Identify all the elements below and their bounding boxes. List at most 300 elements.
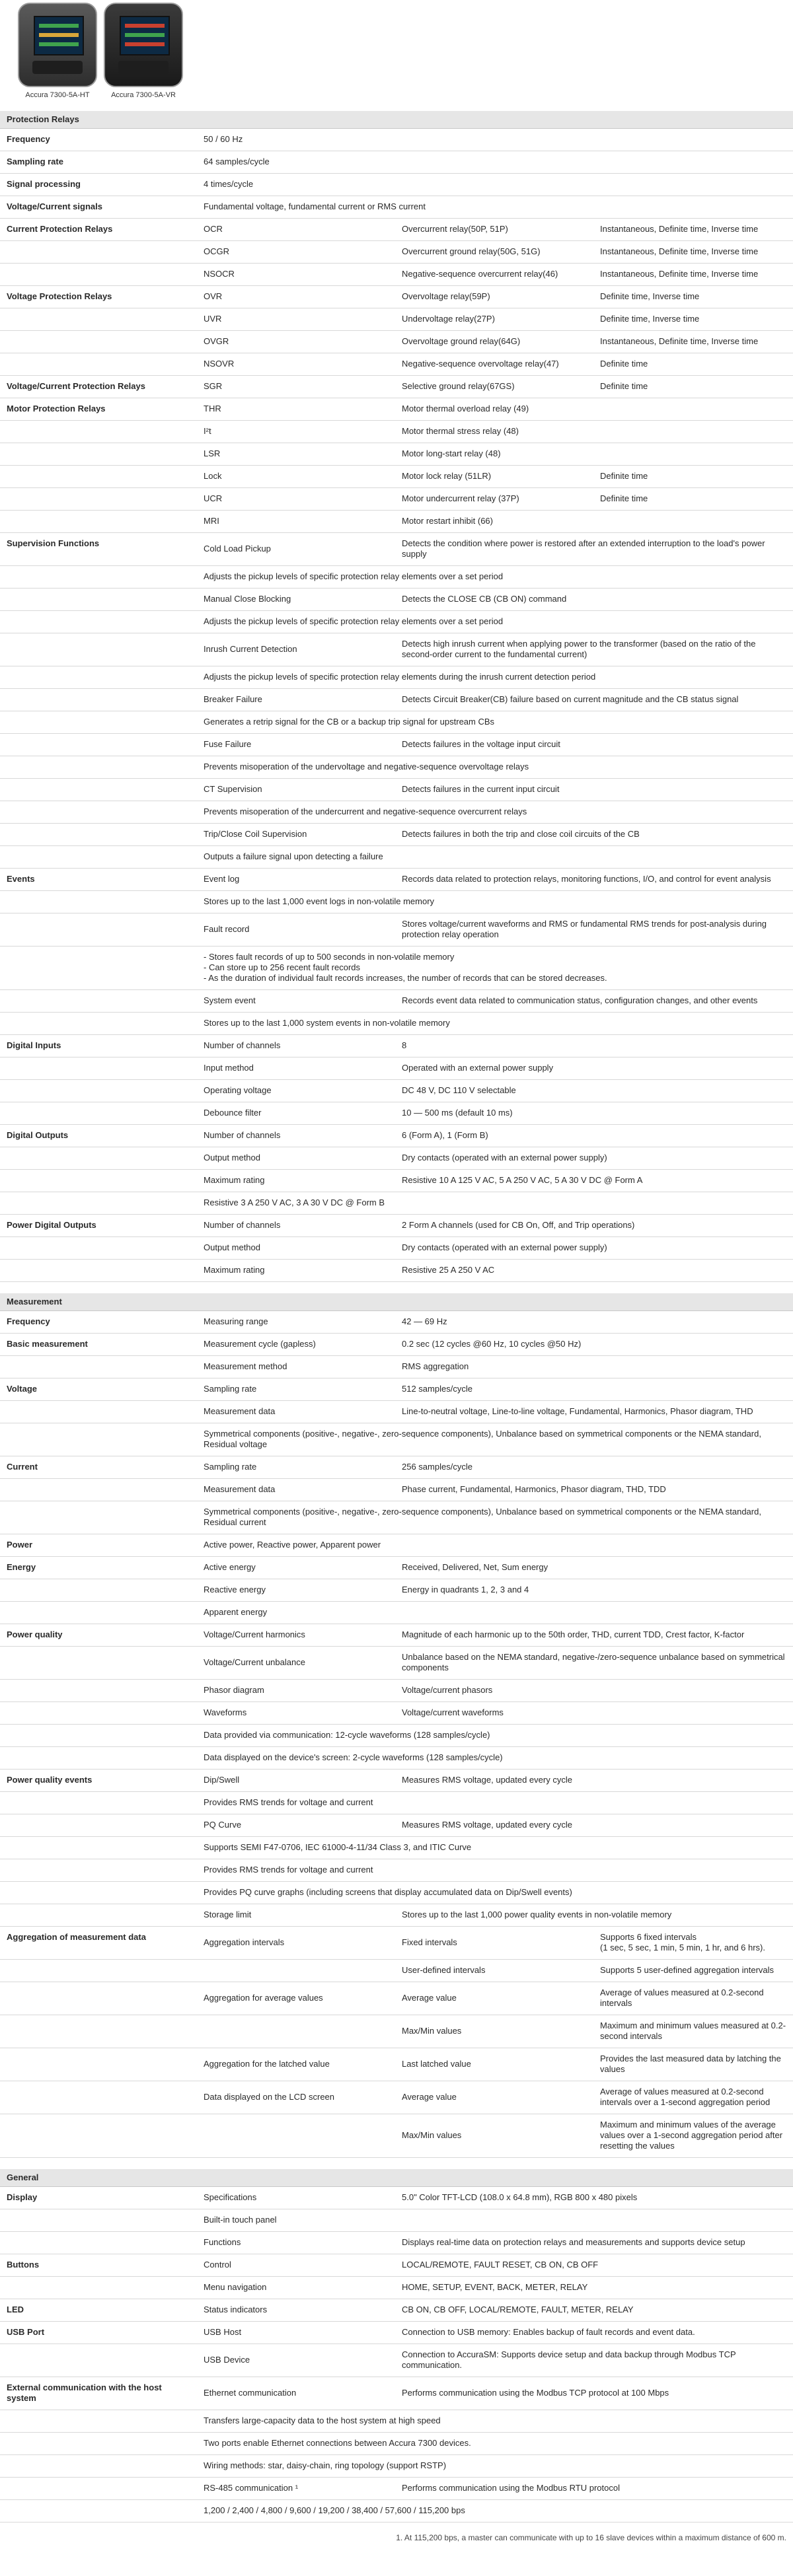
spec-category: Voltage: [0, 1378, 198, 1400]
spec-cell: Event log: [198, 868, 397, 890]
section-spacer: [0, 2157, 793, 2169]
spec-cell: Definite time: [595, 375, 793, 398]
spec-category: [0, 823, 198, 845]
spec-cell: UCR: [198, 487, 397, 510]
spec-category: [0, 778, 198, 801]
spec-cell: Maximum and minimum values measured at 0.2-second intervals: [595, 2015, 793, 2048]
spec-category: [0, 487, 198, 510]
spec-category: LED: [0, 2299, 198, 2321]
spec-row: [0, 2048, 793, 2081]
spec-cell: Fixed intervals: [397, 1926, 595, 1959]
spec-category: [0, 801, 198, 823]
spec-category: Frequency: [0, 128, 198, 151]
spec-category: [0, 308, 198, 330]
spec-row: [0, 2254, 793, 2276]
spec-cell: Resistive 3 A 250 V AC, 3 A 30 V DC @ Form B: [198, 1192, 793, 1214]
spec-cell: CT Supervision: [198, 778, 397, 801]
spec-category: [0, 1057, 198, 1079]
spec-cell: Detects Circuit Breaker(CB) failure based on current magnitude and the CB status signal: [397, 688, 793, 711]
spec-cell: Supports 5 user-defined aggregation intervals: [595, 1959, 793, 1982]
spec-row: [0, 420, 793, 443]
spec-row: [0, 1400, 793, 1423]
spec-cell: Voltage/current waveforms: [397, 1701, 793, 1724]
spec-cell: Active power, Reactive power, Apparent power: [198, 1534, 793, 1556]
spec-cell: Stores up to the last 1,000 event logs in non-volatile memory: [198, 890, 793, 913]
spec-category: [0, 733, 198, 756]
spec-cell: Motor restart inhibit (66): [397, 510, 595, 532]
spec-row: [0, 2186, 793, 2209]
spec-cell: MRI: [198, 510, 397, 532]
spec-cell: Specifications: [198, 2186, 397, 2209]
spec-category: Power Digital Outputs: [0, 1214, 198, 1236]
spec-cell: Adjusts the pickup levels of specific protection relay elements during the inrush current detection period: [198, 666, 793, 688]
spec-row: [0, 1310, 793, 1333]
spec-cell: Stores up to the last 1,000 system events in non-volatile memory: [198, 1012, 793, 1034]
spec-category: Current: [0, 1456, 198, 1478]
spec-cell: [595, 420, 793, 443]
spec-row: [0, 1646, 793, 1679]
spec-cell: 0.2 sec (12 cycles @60 Hz, 10 cycles @50 Hz): [397, 1333, 793, 1355]
spec-category: [0, 756, 198, 778]
spec-cell: Provides RMS trends for voltage and current: [198, 1791, 793, 1814]
spec-category: [0, 2231, 198, 2254]
spec-cell: NSOVR: [198, 353, 397, 375]
spec-category: Power: [0, 1534, 198, 1556]
spec-category: [0, 1724, 198, 1746]
spec-row: [0, 2454, 793, 2477]
spec-cell: Motor thermal overload relay (49): [397, 398, 595, 420]
spec-row: [0, 2209, 793, 2231]
spec-row: [0, 1169, 793, 1192]
spec-cell: Adjusts the pickup levels of specific protection relay elements over a set period: [198, 610, 793, 633]
spec-cell: [595, 443, 793, 465]
spec-cell: RMS aggregation: [397, 1355, 793, 1378]
spec-cell: 512 samples/cycle: [397, 1378, 793, 1400]
spec-cell: USB Device: [198, 2343, 397, 2377]
spec-cell: SGR: [198, 375, 397, 398]
spec-cell: Data provided via communication: 12-cycle waveforms (128 samples/cycle): [198, 1724, 793, 1746]
spec-cell: Number of channels: [198, 1124, 397, 1147]
spec-cell: Maximum and minimum values of the average values over a 1-second aggregation period after resetting the values: [595, 2114, 793, 2157]
product-caption: Accura 7300-5A-VR: [111, 91, 176, 99]
spec-category: Display: [0, 2186, 198, 2209]
spec-cell: Detects failures in both the trip and close coil circuits of the CB: [397, 823, 793, 845]
spec-cell: Debounce filter: [198, 1102, 397, 1124]
spec-category: Events: [0, 868, 198, 890]
spec-cell: Stores up to the last 1,000 power quality events in non-volatile memory: [397, 1904, 793, 1926]
spec-row: [0, 1147, 793, 1169]
spec-row: [0, 733, 793, 756]
spec-category: Signal processing: [0, 173, 198, 196]
spec-cell: Displays real-time data on protection relays and measurements and supports device setup: [397, 2231, 793, 2254]
spec-category: [0, 1259, 198, 1281]
spec-category: [0, 688, 198, 711]
spec-cell: Measurement method: [198, 1355, 397, 1378]
spec-table: [0, 111, 793, 2522]
spec-row: [0, 1124, 793, 1147]
spec-cell: Prevents misoperation of the undercurrent and negative-sequence overcurrent relays: [198, 801, 793, 823]
spec-row: [0, 128, 793, 151]
spec-category: [0, 2410, 198, 2432]
spec-row: [0, 443, 793, 465]
spec-row: [0, 1423, 793, 1456]
spec-row: [0, 1836, 793, 1859]
spec-category: [0, 946, 198, 989]
spec-cell: Cold Load Pickup: [198, 532, 397, 565]
spec-cell: Menu navigation: [198, 2276, 397, 2299]
spec-cell: Active energy: [198, 1556, 397, 1579]
spec-cell: 50 / 60 Hz: [198, 128, 793, 151]
spec-cell: 4 times/cycle: [198, 173, 793, 196]
spec-category: [0, 1679, 198, 1701]
spec-row: [0, 2432, 793, 2454]
spec-category: [0, 666, 198, 688]
spec-cell: Operating voltage: [198, 1079, 397, 1102]
spec-row: [0, 2321, 793, 2343]
spec-cell: Symmetrical components (positive-, negative-, zero-sequence components), Unbalance based on symmetrical components or the NEMA standard, Residual current: [198, 1501, 793, 1534]
spec-cell: Measures RMS voltage, updated every cycle: [397, 1769, 793, 1791]
spec-cell: Overcurrent ground relay(50G, 51G): [397, 240, 595, 263]
spec-category: Energy: [0, 1556, 198, 1579]
spec-row: [0, 1724, 793, 1746]
spec-cell: LSR: [198, 443, 397, 465]
spec-row: [0, 532, 793, 565]
spec-category: [0, 1400, 198, 1423]
spec-category: Current Protection Relays: [0, 218, 198, 240]
spec-category: [0, 2499, 198, 2522]
spec-cell: [198, 1959, 397, 1982]
spec-cell: Line-to-neutral voltage, Line-to-line voltage, Fundamental, Harmonics, Phasor diagram, THD: [397, 1400, 793, 1423]
spec-row: [0, 1456, 793, 1478]
spec-cell: OCR: [198, 218, 397, 240]
spec-cell: Records event data related to communication status, configuration changes, and other events: [397, 989, 793, 1012]
spec-cell: Last latched value: [397, 2048, 595, 2081]
spec-cell: Measurement cycle (gapless): [198, 1333, 397, 1355]
spec-row: [0, 2477, 793, 2499]
spec-category: USB Port: [0, 2321, 198, 2343]
spec-cell: Input method: [198, 1057, 397, 1079]
spec-cell: Instantaneous, Definite time, Inverse time: [595, 240, 793, 263]
spec-row: [0, 510, 793, 532]
spec-cell: Aggregation intervals: [198, 1926, 397, 1959]
spec-category: [0, 2432, 198, 2454]
spec-category: [0, 1814, 198, 1836]
product-images: [0, 0, 793, 111]
spec-row: [0, 173, 793, 196]
spec-cell: [595, 510, 793, 532]
spec-category: [0, 1982, 198, 2015]
spec-category: [0, 510, 198, 532]
spec-row: [0, 1378, 793, 1400]
spec-row: [0, 1355, 793, 1378]
spec-row: [0, 845, 793, 868]
spec-cell: Measuring range: [198, 1310, 397, 1333]
spec-cell: Average value: [397, 1982, 595, 2015]
spec-row: [0, 196, 793, 218]
spec-cell: Apparent energy: [198, 1601, 397, 1624]
spec-category: [0, 1079, 198, 1102]
spec-cell: 64 samples/cycle: [198, 151, 793, 173]
spec-category: [0, 2454, 198, 2477]
spec-cell: Definite time: [595, 465, 793, 487]
spec-row: [0, 1236, 793, 1259]
spec-row: [0, 778, 793, 801]
spec-cell: 2 Form A channels (used for CB On, Off, and Trip operations): [397, 1214, 793, 1236]
spec-cell: Connection to USB memory: Enables backup of fault records and event data.: [397, 2321, 793, 2343]
spec-cell: Maximum rating: [198, 1169, 397, 1192]
spec-cell: NSOCR: [198, 263, 397, 285]
spec-cell: Detects failures in the current input circuit: [397, 778, 793, 801]
spec-row: [0, 1601, 793, 1624]
spec-row: [0, 353, 793, 375]
spec-row: [0, 565, 793, 588]
spec-row: [0, 2343, 793, 2377]
spec-row: [0, 2299, 793, 2321]
spec-cell: [198, 2015, 397, 2048]
spec-category: [0, 1791, 198, 1814]
spec-cell: Number of channels: [198, 1214, 397, 1236]
spec-category: [0, 1881, 198, 1904]
spec-cell: Data displayed on the LCD screen: [198, 2081, 397, 2114]
spec-cell: Max/Min values: [397, 2015, 595, 2048]
spec-row: [0, 2081, 793, 2114]
spec-cell: Waveforms: [198, 1701, 397, 1724]
spec-category: Frequency: [0, 1310, 198, 1333]
spec-row: [0, 218, 793, 240]
spec-cell: Status indicators: [198, 2299, 397, 2321]
spec-cell: Overvoltage ground relay(64G): [397, 330, 595, 353]
spec-category: [0, 2015, 198, 2048]
spec-cell: Sampling rate: [198, 1378, 397, 1400]
spec-cell: Storage limit: [198, 1904, 397, 1926]
spec-row: [0, 1859, 793, 1881]
spec-cell: Wiring methods: star, daisy-chain, ring topology (support RSTP): [198, 2454, 793, 2477]
spec-category: [0, 1147, 198, 1169]
spec-cell: 256 samples/cycle: [397, 1456, 793, 1478]
spec-cell: Motor undercurrent relay (37P): [397, 487, 595, 510]
spec-row: [0, 989, 793, 1012]
spec-cell: Number of channels: [198, 1034, 397, 1057]
spec-row: [0, 2377, 793, 2410]
spec-cell: Provides RMS trends for voltage and current: [198, 1859, 793, 1881]
spec-cell: Functions: [198, 2231, 397, 2254]
spec-row: [0, 946, 793, 989]
product-caption: Accura 7300-5A-HT: [25, 91, 90, 99]
spec-cell: Instantaneous, Definite time, Inverse time: [595, 330, 793, 353]
spec-row: [0, 1192, 793, 1214]
spec-cell: 10 — 500 ms (default 10 ms): [397, 1102, 793, 1124]
spec-category: [0, 443, 198, 465]
spec-cell: Definite time: [595, 353, 793, 375]
spec-cell: Fundamental voltage, fundamental current or RMS current: [198, 196, 793, 218]
spec-category: [0, 330, 198, 353]
spec-category: [0, 1836, 198, 1859]
spec-cell: Outputs a failure signal upon detecting a failure: [198, 845, 793, 868]
spec-cell: Lock: [198, 465, 397, 487]
spec-row: [0, 1034, 793, 1057]
spec-category: [0, 1423, 198, 1456]
spec-row: [0, 1959, 793, 1982]
spec-category: [0, 989, 198, 1012]
spec-cell: Voltage/Current harmonics: [198, 1624, 397, 1646]
spec-row: [0, 398, 793, 420]
spec-cell: Overvoltage relay(59P): [397, 285, 595, 308]
spec-row: [0, 1333, 793, 1355]
spec-cell: Detects the CLOSE CB (CB ON) command: [397, 588, 793, 610]
spec-cell: Max/Min values: [397, 2114, 595, 2157]
spec-category: [0, 1192, 198, 1214]
spec-row: [0, 868, 793, 890]
spec-category: Voltage/Current signals: [0, 196, 198, 218]
spec-cell: Motor thermal stress relay (48): [397, 420, 595, 443]
spec-category: [0, 465, 198, 487]
spec-cell: Detects failures in the voltage input circuit: [397, 733, 793, 756]
spec-row: [0, 465, 793, 487]
spec-cell: Definite time, Inverse time: [595, 308, 793, 330]
spec-cell: Performs communication using the Modbus TCP protocol at 100 Mbps: [397, 2377, 793, 2410]
spec-row: [0, 1904, 793, 1926]
spec-row: [0, 666, 793, 688]
spec-row: [0, 1791, 793, 1814]
spec-cell: Sampling rate: [198, 1456, 397, 1478]
spec-cell: Motor lock relay (51LR): [397, 465, 595, 487]
spec-cell: Inrush Current Detection: [198, 633, 397, 666]
spec-cell: PQ Curve: [198, 1814, 397, 1836]
spec-row: [0, 1079, 793, 1102]
spec-category: [0, 1478, 198, 1501]
spec-cell: Resistive 10 A 125 V AC, 5 A 250 V AC, 5 A 30 V DC @ Form A: [397, 1169, 793, 1192]
spec-category: [0, 263, 198, 285]
spec-cell: Dry contacts (operated with an external power supply): [397, 1147, 793, 1169]
spec-category: [0, 1746, 198, 1769]
spec-cell: Dip/Swell: [198, 1769, 397, 1791]
spec-cell: [595, 398, 793, 420]
spec-cell: THR: [198, 398, 397, 420]
spec-category: Aggregation of measurement data: [0, 1926, 198, 1959]
spec-cell: Negative-sequence overcurrent relay(46): [397, 263, 595, 285]
spec-cell: Records data related to protection relays, monitoring functions, I/O, and control for event analysis: [397, 868, 793, 890]
spec-category: [0, 2081, 198, 2114]
spec-cell: Detects the condition where power is restored after an extended interruption to the load's power supply: [397, 532, 793, 565]
spec-cell: Operated with an external power supply: [397, 1057, 793, 1079]
spec-row: [0, 285, 793, 308]
spec-row: [0, 1214, 793, 1236]
spec-category: Supervision Functions: [0, 532, 198, 565]
spec-cell: Provides PQ curve graphs (including screens that display accumulated data on Dip/Swell events): [198, 1881, 793, 1904]
spec-category: External communication with the host system: [0, 2377, 198, 2410]
spec-row: [0, 1982, 793, 2015]
spec-row: [0, 151, 793, 173]
spec-cell: Adjusts the pickup levels of specific protection relay elements over a set period: [198, 565, 793, 588]
spec-category: [0, 1355, 198, 1378]
spec-category: [0, 1601, 198, 1624]
spec-cell: 5.0" Color TFT-LCD (108.0 x 64.8 mm), RGB 800 x 480 pixels: [397, 2186, 793, 2209]
spec-cell: 6 (Form A), 1 (Form B): [397, 1124, 793, 1147]
spec-category: [0, 610, 198, 633]
spec-cell: Voltage/current phasors: [397, 1679, 793, 1701]
spec-category: [0, 1859, 198, 1881]
spec-category: [0, 633, 198, 666]
spec-cell: OCGR: [198, 240, 397, 263]
spec-cell: Trip/Close Coil Supervision: [198, 823, 397, 845]
spec-category: [0, 1701, 198, 1724]
spec-category: [0, 1959, 198, 1982]
spec-row: [0, 2114, 793, 2157]
spec-row: [0, 2499, 793, 2522]
spec-cell: Supports 6 fixed intervals (1 sec, 5 sec, 1 min, 5 min, 1 hr, and 6 hrs).: [595, 1926, 793, 1959]
spec-category: [0, 240, 198, 263]
spec-cell: 8: [397, 1034, 793, 1057]
spec-cell: Instantaneous, Definite time, Inverse time: [595, 218, 793, 240]
spec-cell: LOCAL/REMOTE, FAULT RESET, CB ON, CB OFF: [397, 2254, 793, 2276]
spec-row: [0, 823, 793, 845]
product-accura-7300-5a-ht: [15, 3, 100, 99]
spec-cell: Undervoltage relay(27P): [397, 308, 595, 330]
spec-category: [0, 2114, 198, 2157]
spec-row: [0, 2410, 793, 2432]
spec-category: Power quality events: [0, 1769, 198, 1791]
spec-cell: UVR: [198, 308, 397, 330]
spec-cell: Unbalance based on the NEMA standard, negative-/zero-sequence unbalance based on symmetrical components: [397, 1646, 793, 1679]
spec-row: [0, 308, 793, 330]
spec-category: Voltage/Current Protection Relays: [0, 375, 198, 398]
spec-row: [0, 1679, 793, 1701]
spec-row: [0, 1501, 793, 1534]
spec-row: [0, 1478, 793, 1501]
spec-cell: Energy in quadrants 1, 2, 3 and 4: [397, 1579, 793, 1601]
spec-row: [0, 240, 793, 263]
spec-row: [0, 1701, 793, 1724]
spec-row: [0, 1746, 793, 1769]
spec-row: [0, 1624, 793, 1646]
spec-category: Digital Inputs: [0, 1034, 198, 1057]
spec-category: [0, 2209, 198, 2231]
spec-cell: Definite time, Inverse time: [595, 285, 793, 308]
spec-category: [0, 588, 198, 610]
spec-row: [0, 1556, 793, 1579]
spec-cell: Motor long-start relay (48): [397, 443, 595, 465]
spec-cell: OVGR: [198, 330, 397, 353]
spec-cell: Average of values measured at 0.2-second intervals: [595, 1982, 793, 2015]
spec-cell: [397, 1601, 793, 1624]
spec-row: [0, 688, 793, 711]
spec-cell: Measurement data: [198, 1400, 397, 1423]
spec-row: [0, 1769, 793, 1791]
spec-row: [0, 1259, 793, 1281]
spec-category: [0, 1102, 198, 1124]
spec-cell: Connection to AccuraSM: Supports device setup and data backup through Modbus TCP communication.: [397, 2343, 793, 2377]
spec-cell: USB Host: [198, 2321, 397, 2343]
spec-row: [0, 330, 793, 353]
spec-cell: CB ON, CB OFF, LOCAL/REMOTE, FAULT, METER, RELAY: [397, 2299, 793, 2321]
spec-cell: Instantaneous, Definite time, Inverse time: [595, 263, 793, 285]
spec-cell: Manual Close Blocking: [198, 588, 397, 610]
spec-category: [0, 1579, 198, 1601]
spec-cell: Provides the last measured data by latching the values: [595, 2048, 793, 2081]
spec-cell: 42 — 69 Hz: [397, 1310, 793, 1333]
spec-cell: Detects high inrush current when applying power to the transformer (based on the ratio of the second-order current to the fundamental current): [397, 633, 793, 666]
spec-cell: Voltage/Current unbalance: [198, 1646, 397, 1679]
spec-category: Sampling rate: [0, 151, 198, 173]
spec-category: Buttons: [0, 2254, 198, 2276]
spec-row: [0, 375, 793, 398]
spec-category: Power quality: [0, 1624, 198, 1646]
device-image: [104, 3, 183, 87]
spec-cell: [198, 2114, 397, 2157]
spec-cell: Ethernet communication: [198, 2377, 397, 2410]
spec-row: [0, 263, 793, 285]
spec-cell: HOME, SETUP, EVENT, BACK, METER, RELAY: [397, 2276, 793, 2299]
